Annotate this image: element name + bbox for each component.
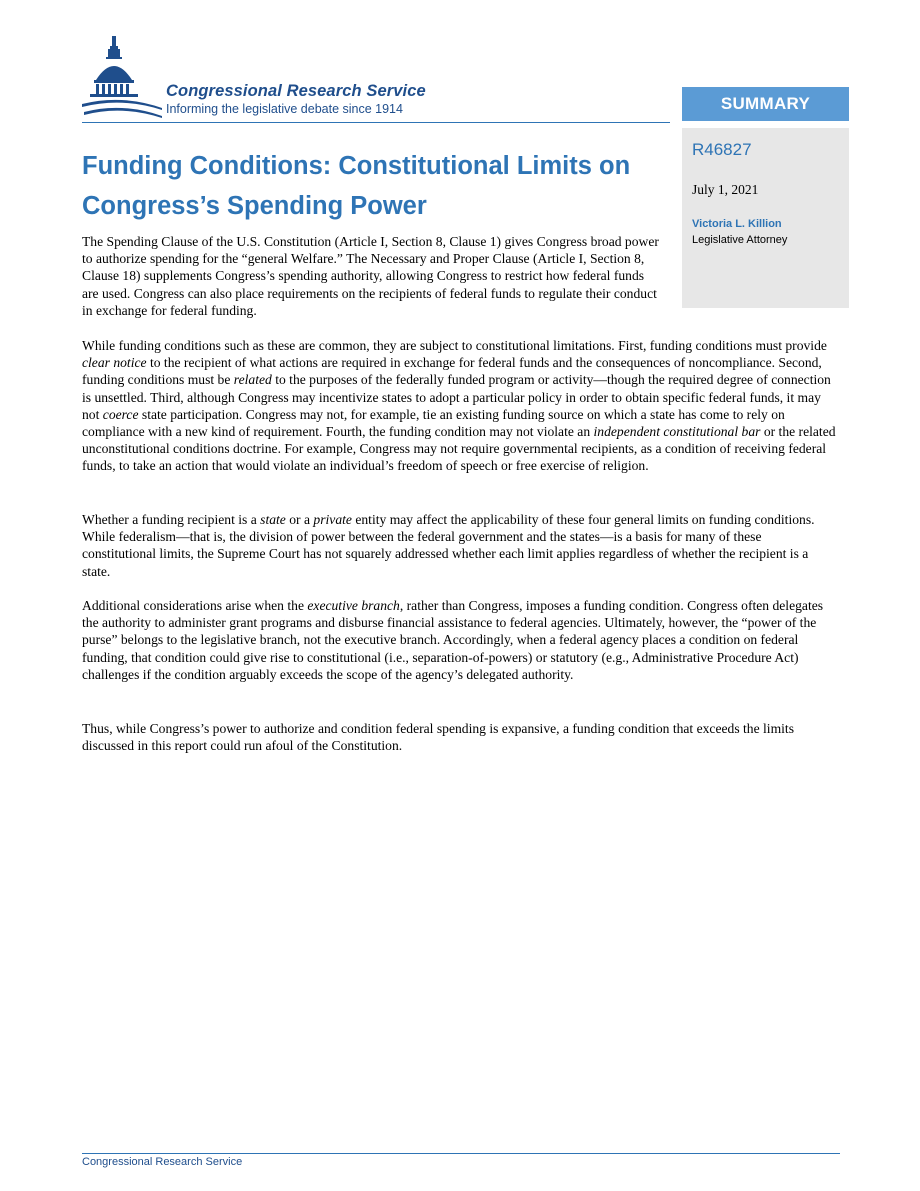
emphasis-independent-bar: independent constitutional bar [593, 424, 761, 440]
text-run: to the purposes of the federally funded program or activity—though the required degree of connection is unsettled. Third, although Congress may incentivize states to adopt a particular policy in order to obtain specific federal funds, it may not [82, 372, 831, 422]
paragraph-5: Thus, while Congress’s power to authorize and condition federal spending is expansive, a funding condition that exceeds the limits discussed in this report could run afoul of the Constitution. [82, 721, 794, 754]
author-title: Legislative Attorney [692, 234, 788, 246]
document-title: Funding Conditions: Constitutional Limits on Congress’s Spending Power [82, 152, 631, 220]
text-run: or the related unconstitutional conditions doctrine. For example, Congress may not require governmental recipients, as a condition of receiving federal funds, to take an action that would violate an individual’s freedom of speech or free exercise of religion. [82, 424, 836, 474]
org-tagline: Informing the legislative debate since 1914 [166, 102, 403, 116]
footer-org-name: Congressional Research Service [82, 1156, 243, 1168]
paragraph-2 [82, 337, 838, 475]
emphasis-private: private [313, 512, 352, 527]
text-run: While funding conditions such as these are common, they are subject to constitutional limitations. First, funding conditions must provide [82, 338, 827, 353]
header-divider [82, 122, 670, 123]
paragraph-3 [82, 511, 838, 580]
summary-heading: SUMMARY [682, 87, 849, 121]
emphasis-executive-branch: executive branch [307, 598, 400, 613]
text-run: Additional considerations arise when the [82, 598, 308, 613]
report-info-panel [682, 128, 849, 308]
report-date: July 1, 2021 [692, 182, 759, 197]
report-number: R46827 [692, 140, 752, 159]
emphasis-clear-notice: clear notice [82, 355, 147, 371]
crs-logo [82, 34, 472, 126]
emphasis-coerce: coerce [102, 406, 139, 422]
paragraph-4 [82, 597, 838, 683]
emphasis-state: state [260, 512, 286, 527]
org-name: Congressional Research Service [166, 82, 426, 100]
capitol-dome-icon [82, 34, 166, 126]
footer-divider [82, 1153, 840, 1154]
text-run: , rather than Congress, imposes a funding condition. Congress often delegates the authority to administer grant programs and disburse financial assistance to federal agencies. Ultimately, however, the “power of the purse” belongs to the legislative branch, not the executive branch. Accordingly, when a federal agency places a condition on federal funding, that condition could give rise to constitutional (i.e., separation-of-powers) or statutory (e.g., Administrative Procedure Act) challenges if the condition arguably exceeds the scope of the agency’s delegated authority. [82, 598, 824, 682]
emphasis-related: related [233, 372, 272, 388]
text-run: or a [285, 512, 314, 527]
author-name: Victoria L. Killion [692, 218, 782, 230]
paragraph-1: The Spending Clause of the U.S. Constitution (Article I, Section 8, Clause 1) gives Congress broad power to authorize spending for the “general Welfare.” The Necessary and Proper Clause (Article I, Section 8, Clause 18) supplements Congress’s spending authority, allowing Congress to restrict how federal funds are used. Congress can also place requirements on the recipients of federal funds to regulate their conduct in exchange for federal funding. [82, 234, 659, 318]
text-run: state participation. Congress may not, for example, tie an existing funding source on which a state has come to rely on compliance with a new kind of requirement. Fourth, the funding condition may not violate an [82, 406, 785, 440]
text-run: to the recipient of what actions are required in exchange for federal funds and the consequences of noncompliance. Second, funding conditions must be [82, 355, 822, 388]
text-run: entity may affect the applicability of these four general limits on funding conditions. While federalism—that is, the division of power between the federal government and the states—is a basis for many of these constitutional limits, the Supreme Court has not squarely addressed whether each limit applies regardless of whether the recipient is a state. [82, 512, 815, 579]
text-run: Whether a funding recipient is a [82, 512, 261, 527]
